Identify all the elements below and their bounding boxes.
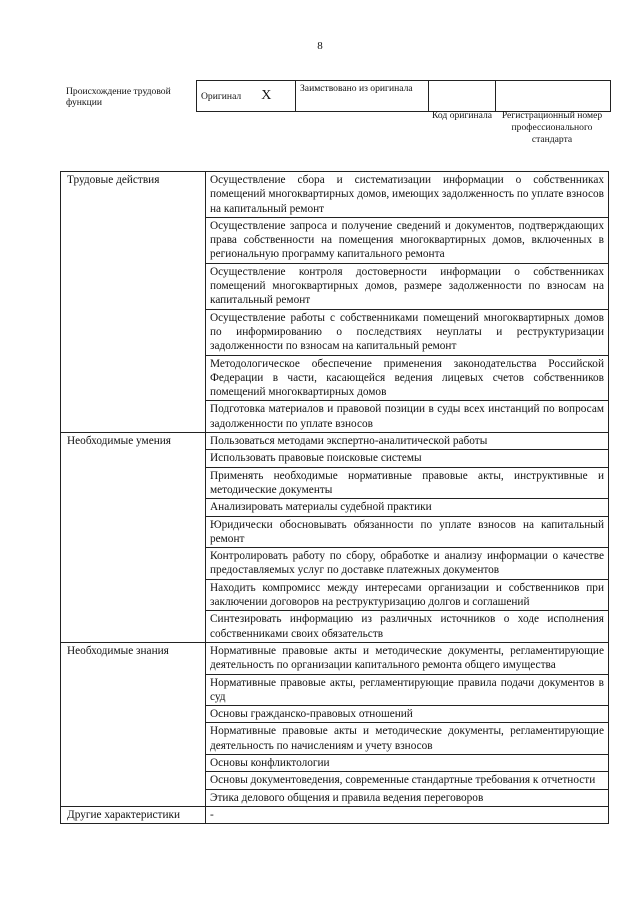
section-item: Этика делового общения и правила ведения переговоров (206, 789, 609, 806)
origin-label: Происхождение трудовой функции (66, 86, 171, 108)
origin-table (196, 80, 611, 112)
section-item: Контролировать работу по сбору, обработке и анализу информации о качестве предоставляемых услуг по доставке платежных документов (206, 548, 609, 580)
section-item: Осуществление сбора и систематизации информации о собственниках помещений многоквартирных домов, имеющих задолженность по уплате взносов на капитальный ремонт (206, 172, 609, 218)
section-item: Использовать правовые поисковые системы (206, 450, 609, 467)
registration-number-cell (496, 81, 611, 112)
table-row (61, 433, 609, 450)
original-label: Оригинал (201, 91, 242, 102)
section-item: Осуществление контроля достоверности информации о собственниках помещений многоквартирных домов, размере задолженности по взносам на капитальный ремонт (206, 263, 609, 309)
caption-code: Код оригинала (431, 110, 493, 121)
section-heading-other: Другие характеристики (61, 806, 206, 823)
section-item: Анализировать материалы судебной практики (206, 499, 609, 516)
table-row (61, 642, 609, 674)
section-item: Осуществление запроса и получение сведений и документов, подтверждающих права собственности на помещения многоквартирных домов, включенных в региональную программу капитального ремонта (206, 217, 609, 263)
section-item: Подготовка материалов и правовой позиции в суды всех инстанций по вопросам задолженности по уплате взносов (206, 401, 609, 433)
page-number: 8 (317, 40, 323, 52)
labor-function-table (60, 171, 609, 824)
original-mark: X (261, 88, 272, 103)
section-heading-knowledge: Необходимые знания (61, 642, 206, 806)
section-heading-actions: Трудовые действия (61, 172, 206, 433)
caption-registration: Регистрационный номер профессионального стандарта (501, 110, 603, 145)
section-item: Пользоваться методами экспертно-аналитической работы (206, 433, 609, 450)
section-item: Основы документоведения, современные стандартные требования к отчетности (206, 772, 609, 789)
borrowed-cell: Заимствовано из оригинала (296, 81, 429, 112)
original-cell (197, 81, 296, 112)
section-item: Методологическое обеспечение применения законодательства Российской Федерации в части, касающейся ведения лицевых счетов собственников помещений многоквартирных домов (206, 355, 609, 401)
section-item: - (206, 806, 609, 823)
section-item: Применять необходимые нормативные правовые акты, инструктивные и методические документы (206, 467, 609, 499)
section-item: Нормативные правовые акты, регламентирующие правила подачи документов в суд (206, 674, 609, 706)
table-row (61, 172, 609, 218)
section-item: Нормативные правовые акты и методические документы, регламентирующие деятельность по начислениям и учету взносов (206, 723, 609, 755)
section-item: Юридически обосновывать обязанности по уплате взносов на капитальный ремонт (206, 516, 609, 548)
original-code-cell (429, 81, 496, 112)
section-heading-skills: Необходимые умения (61, 433, 206, 643)
section-item: Осуществление работы с собственниками помещений многоквартирных домов по информированию о последствиях неуплаты и реструктуризации задолженности по взносам на капитальный ремонт (206, 309, 609, 355)
section-item: Основы гражданско-правовых отношений (206, 706, 609, 723)
section-item: Находить компромисс между интересами организации и собственников при заключении договоров на реструктуризацию долгов и соглашений (206, 579, 609, 611)
section-item: Синтезировать информацию из различных источников о ходе исполнения собственниками своих обязательств (206, 611, 609, 643)
section-item: Основы конфликтологии (206, 754, 609, 771)
table-row (61, 806, 609, 823)
section-item: Нормативные правовые акты и методические документы, регламентирующие деятельность по организации капитального ремонта общего имущества (206, 642, 609, 674)
